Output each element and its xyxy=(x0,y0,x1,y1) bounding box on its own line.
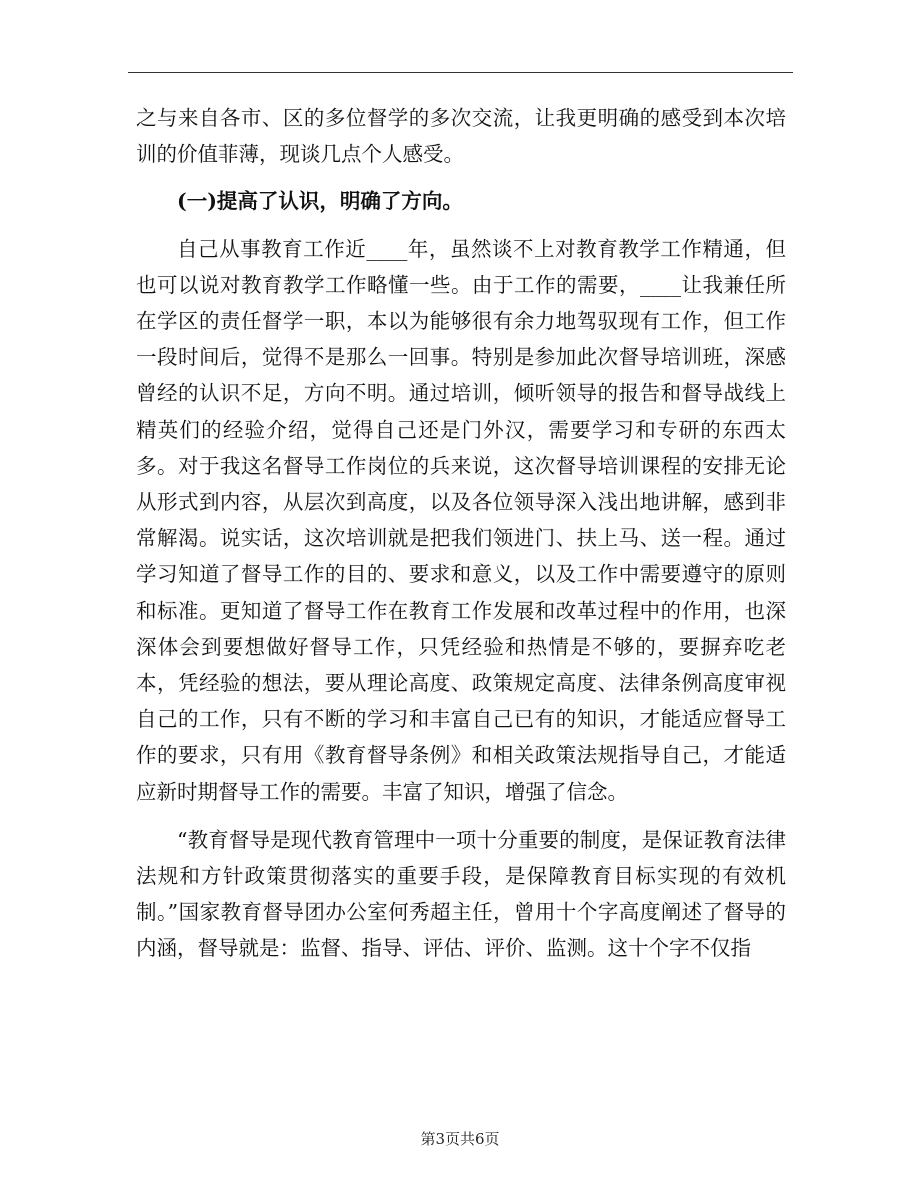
page-number: 第3页共6页 xyxy=(420,1130,500,1148)
paragraph-experience: 自己从事教育工作近____年，虽然谈不上对教育教学工作精通，但也可以说对教育教学工作略懂一些。由于工作的需要，____让我兼任所在学区的责任督学一职，本以为能够很有余力地驾驭现有工作，但工作一段时间后，觉得不是那么一回事。特别是参加此次督导培训班，深感曾经的认识不足，方向不明。通过培训，倾听领导的报告和督导战线上精英们的经验介绍，觉得自己还是门外汉，需要学习和专研的东西太多。对于我这名督导工作岗位的兵来说，这次督导培训课程的安排无论从形式到内容，从层次到高度，以及各位领导深入浅出地讲解，感到非常解渴。说实话，这次培训就是把我们领进门、扶上马、送一程。通过学习知道了督导工作的目的、要求和意义，以及工作中需要遵守的原则和标准。更知道了督导工作在教育工作发展和改革过程中的作用，也深深体会到要想做好督导工作，只凭经验和热情是不够的，要摒弃吃老本，凭经验的想法，要从理论高度、政策规定高度、法律条例高度审视自己的工作，只有不断的学习和丰富自己已有的知识，才能适应督导工作的要求，只有用《教育督导条例》和相关政策法规指导自己，才能适应新时期督导工作的需要。丰富了知识，增强了信念。 xyxy=(136,236,786,804)
document-body xyxy=(136,100,786,967)
paragraph-quote: “教育督导是现代教育管理中一项十分重要的制度，是保证教育法律法规和方针政策贯彻落实的重要手段，是保障教育目标实现的有效机制。”国家教育督导团办公室何秀超主任，曾用十个字高度阐述了督导的内涵，督导就是：监督、指导、评估、评价、监测。这十个字不仅指 xyxy=(136,827,786,961)
paragraph-continuation: 之与来自各市、区的多位督学的多次交流，让我更明确的感受到本次培训的价值菲薄，现谈几点个人感受。 xyxy=(136,106,786,167)
section-heading: (一)提高了认识，明确了方向。 xyxy=(177,189,463,214)
header-rule xyxy=(128,72,793,73)
